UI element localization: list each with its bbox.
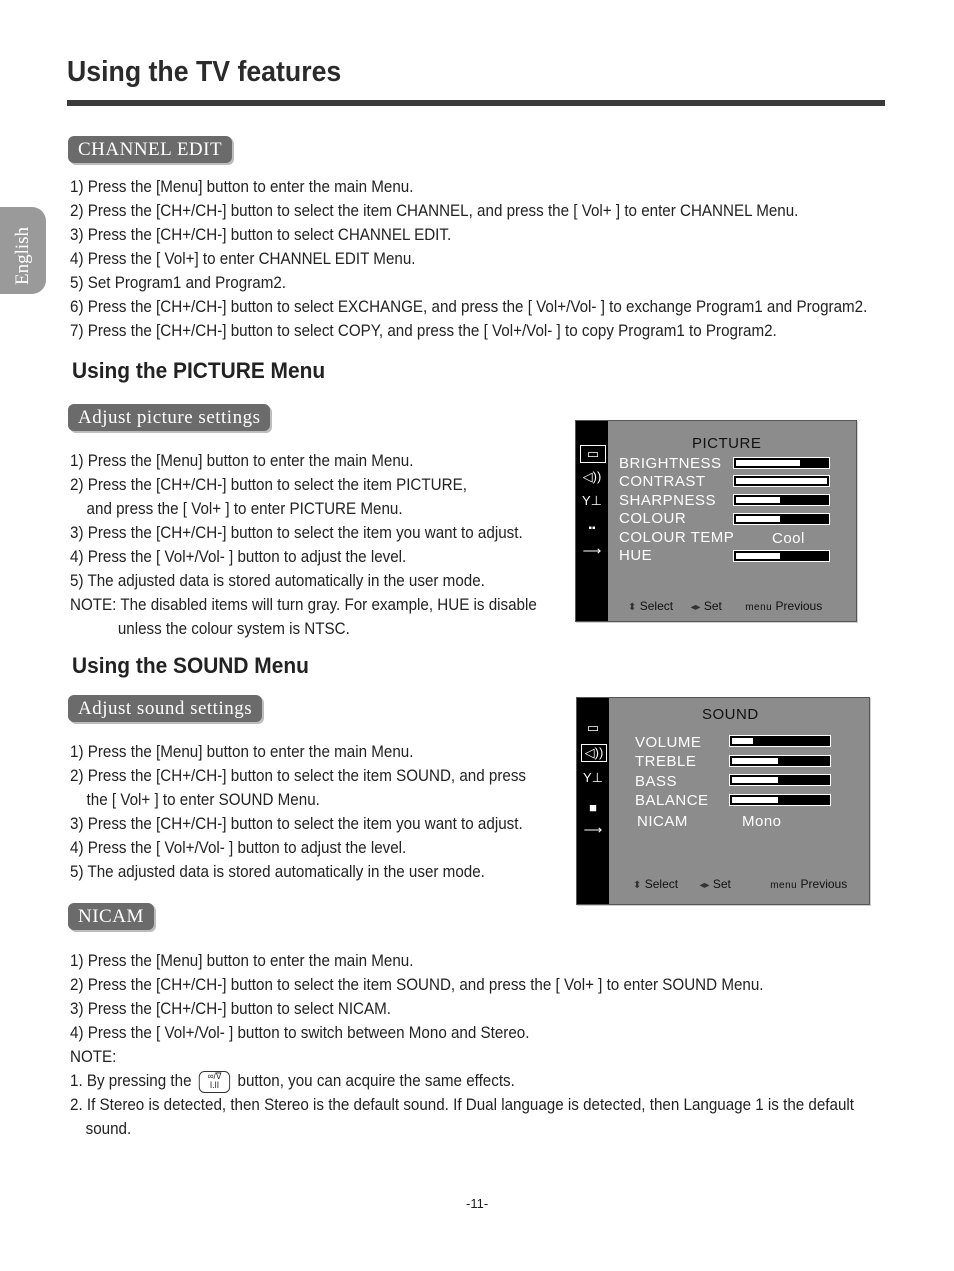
sound-steps [70,740,566,884]
level-bar [729,735,831,747]
speaker-icon: ◁)) [581,744,607,762]
page-number: -11- [466,1196,489,1211]
level-bar [733,475,830,487]
sound-section-title: Using the SOUND Menu [72,653,309,678]
step: 4) Press the [ Vol+] to enter CHANNEL EDIT Menu. [70,250,416,268]
up-down-icon: ⬍ [633,880,642,891]
osd-value-nicam: Mono [742,813,782,830]
level-bar [733,457,830,469]
step: 2) Press the [CH+/CH-] button to select the item PICTURE, [70,476,467,494]
tv-screen-icon: ▭ [580,445,606,463]
step: 3) Press the [CH+/CH-] button to select NICAM. [70,1000,392,1018]
note: unless the colour system is NTSC. [117,620,350,638]
level-fill [736,516,780,522]
set-hint: Set [712,877,731,891]
input-arrow-icon: ⟶ [582,543,602,558]
menu-label: menu [745,602,773,613]
step: 1) Press the [Menu] button to enter the main Menu. [70,952,414,970]
step: 6) Press the [CH+/CH-] button to select EXCHANGE, and press the [ Vol+/Vol- ] to exchange Program1 and Program2. [70,298,868,316]
level-bar [729,794,831,806]
osd-item-hue: HUE [619,547,653,564]
osd-item-bass: BASS [635,773,678,790]
speaker-icon: ◁)) [582,469,602,484]
sound-osd-panel [576,697,870,905]
picture-section-title: Using the PICTURE Menu [72,358,326,383]
square-icon: ■ [589,800,597,815]
set-hint: Set [703,599,722,613]
level-fill [732,738,753,744]
step: 4) Press the [ Vol+/Vol- ] button to switch between Mono and Stereo. [70,1024,530,1042]
input-arrow-icon: ⟶ [583,822,603,837]
picture-steps [70,449,577,641]
level-bar [733,513,830,525]
channel-edit-heading: CHANNEL EDIT [68,136,232,163]
level-bar [733,550,830,562]
up-down-icon: ⬍ [628,602,637,613]
left-right-icon: ◂▸ [699,880,710,891]
language-side-tab [0,207,46,294]
step: 7) Press the [CH+/CH-] button to select COPY, and press the [ Vol+/Vol- ] to copy Program1 to Program2. [70,322,777,340]
grid-icon: ▪▪ [588,523,596,534]
step: 3) Press the [CH+/CH-] button to select the item you want to adjust. [70,815,523,833]
previous-hint: Previous [775,599,823,613]
picture-heading: Adjust picture settings [68,404,270,431]
step: 4) Press the [ Vol+/Vol- ] button to adjust the level. [70,548,407,566]
step: 2) Press the [CH+/CH-] button to select the item SOUND, and press [70,767,527,785]
osd-title: SOUND [702,706,759,723]
osd-item-sharpness: SHARPNESS [619,492,717,509]
menu-label: menu [770,880,798,891]
step: 1) Press the [Menu] button to enter the main Menu. [70,743,414,761]
osd-title: PICTURE [692,435,762,452]
level-fill [732,758,778,764]
osd-footer [633,877,847,891]
note-1-text: 1. By pressing the [70,1072,192,1090]
picture-osd-panel [575,420,857,622]
step: 5) The adjusted data is stored automatically in the user mode. [70,863,485,881]
level-fill [736,553,780,559]
sound-mode-button-icon: ∞/∇ I.II [199,1071,230,1093]
channel-edit-steps [70,175,937,343]
language-label: English [12,226,33,285]
osd-item-nicam: NICAM [637,813,688,830]
step: 3) Press the [CH+/CH-] button to select CHANNEL EDIT. [70,226,452,244]
step: 4) Press the [ Vol+/Vol- ] button to adjust the level. [70,839,407,857]
step: the [ Vol+ ] to enter SOUND Menu. [86,791,320,809]
left-right-icon: ◂▸ [690,602,701,613]
level-bar [729,774,831,786]
level-fill [732,797,778,803]
level-bar [729,755,831,767]
step: 2) Press the [CH+/CH-] button to select the item SOUND, and press the [ Vol+ ] to enter SOUND Menu. [70,976,764,994]
note-1-text-end: button, you can acquire the same effects. [237,1072,515,1090]
step: and press the [ Vol+ ] to enter PICTURE Menu. [86,500,403,518]
osd-item-contrast: CONTRAST [619,473,706,490]
tv-screen-icon: ▭ [586,720,600,735]
note-1 [70,1069,824,1093]
level-fill [732,777,778,783]
level-fill [736,478,827,484]
step: 3) Press the [CH+/CH-] button to select the item you want to adjust. [70,524,523,542]
nicam-steps [70,949,890,1141]
note-2: 2. If Stereo is detected, then Stereo is the default sound. If Dual language is detected, then Language 1 is the default sound. [70,1096,855,1138]
page-title: Using the TV features [67,56,342,88]
osd-icon-column [576,421,608,621]
note-label: NOTE: [70,1048,117,1066]
level-fill [736,460,800,466]
previous-hint: Previous [800,877,848,891]
select-hint: Select [644,877,679,891]
osd-footer [628,599,822,613]
select-hint: Select [639,599,674,613]
step: 1) Press the [Menu] button to enter the main Menu. [70,178,414,196]
nicam-heading: NICAM [68,903,154,930]
note: NOTE: The disabled items will turn gray. For example, HUE is disable [70,596,537,614]
level-fill [736,497,780,503]
title-rule [67,100,885,106]
step: 2) Press the [CH+/CH-] button to select the item CHANNEL, and press the [ Vol+ ] to enter CHANNEL Menu. [70,202,799,220]
osd-icon-column [577,698,609,904]
step: 5) Set Program1 and Program2. [70,274,286,292]
osd-item-colour: COLOUR [619,510,687,527]
osd-item-brightness: BRIGHTNESS [619,455,722,472]
tools-icon: Y⊥ [583,770,603,785]
step: 5) The adjusted data is stored automatically in the user mode. [70,572,485,590]
osd-item-balance: BALANCE [635,792,709,809]
step: 1) Press the [Menu] button to enter the main Menu. [70,452,414,470]
osd-item-volume: VOLUME [635,734,702,751]
osd-item-treble: TREBLE [635,753,697,770]
tools-icon: Y⊥ [582,493,602,508]
osd-item-colour-temp: COLOUR TEMP [619,529,735,546]
level-bar [733,494,830,506]
osd-value-colour-temp: Cool [772,530,805,547]
sound-heading: Adjust sound settings [68,695,262,722]
